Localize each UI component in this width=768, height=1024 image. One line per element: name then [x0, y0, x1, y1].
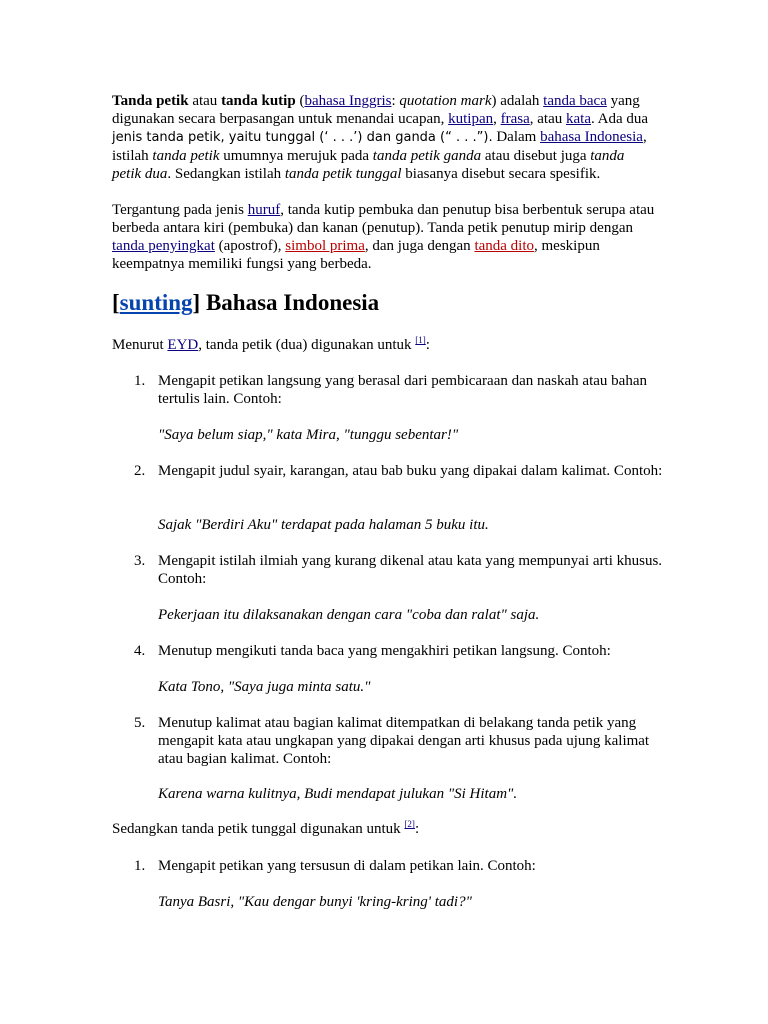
- link-bahasa-inggris[interactable]: bahasa Inggris: [304, 93, 392, 109]
- example-text: "Saya belum siap," kata Mira, "tunggu sebentar!": [158, 427, 459, 443]
- link-tanda-penyingkat[interactable]: tanda penyingkat: [112, 238, 215, 254]
- link-tanda-baca[interactable]: tanda baca: [543, 93, 607, 109]
- link-bahasa-indonesia[interactable]: bahasa Indonesia: [540, 129, 643, 145]
- link-kata[interactable]: kata: [566, 111, 591, 127]
- example-text: Pekerjaan itu dilaksanakan dengan cara "coba dan ralat" saja.: [158, 607, 540, 623]
- link-tanda-dito[interactable]: tanda dito: [474, 238, 535, 254]
- document-page: Tanda petik atau tanda kutip (bahasa Inggris: quotation mark) adalah tanda baca yang digunakan secara berpasangan untuk menandai ucapan, kutipan, frasa, atau kata. Ada dua jenis tanda petik, yaitu tunggal (‘ . . .’) dan ganda (“ . . .”). Dalam bahasa Indonesia, istilah tanda petik umumnya merujuk pada tanda petik ganda atau disebut juga tanda petik dua. Sedangkan istilah tanda petik tunggal biasanya disebut secara spesifik. Tergantung pada jenis huruf, tanda kutip pembuka dan penutup bisa berbentuk serupa atau berbeda antara kiri (pembuka) dan kanan (penutup). Tanda petik penutup mirip dengan tanda penyingkat (apostrof), simbol prima, dan juga dengan tanda dito, meskipun keempatnya memiliki fungsi yang berbeda. [sunting] Bahasa Indonesia Menurut EYD, tanda petik (dua) digunakan untuk [1]: 1. Mengapit petikan langsung yang berasal dari pembicaraan dan naskah atau bahan tertulis lain. Contoh: "Saya belum siap," kata Mira, "tunggu sebentar!" 2. Mengapit judul syair, karangan, atau bab buku yang dipakai dalam kalimat. Contoh: Sajak "Berdiri Aku" terdapat pada halaman 5 buku itu. 3. Mengapit istilah ilmiah yang kurang dikenal atau kata yang mempunyai arti khusus. Contoh: Pekerjaan itu dilaksanakan dengan cara "coba dan ralat" saja. 4. Menutup mengikuti tanda baca yang mengakhiri petikan langsung. Contoh: Kata Tono, "Saya juga minta satu." 5. Menutup kalimat atau bagian kalimat ditempatkan di belakang tanda petik yang mengapit kata atau ungkapan yang dipakai dengan arti khusus pada ujung kalimat atau bagian kalimat. Contoh: Karena warna kulitnya, Budi mendapat julukan "Si Hitam". Sedangkan tanda petik tunggal digunakan untuk [2]: 1. Mengapit petikan yang tersusun di dalam petikan lain. Contoh: Tanya Basri, "Kau dengar bunyi 'kring-kring' tadi?": [112, 93, 663, 910]
- link-huruf[interactable]: huruf: [247, 202, 281, 218]
- term-bold: Tanda petik: [112, 93, 189, 109]
- example-text: Tanya Basri, "Kau dengar bunyi 'kring-kring' tadi?": [158, 894, 472, 910]
- single-quote-intro: Sedangkan tanda petik tunggal digunakan untuk [2]:: [112, 819, 420, 837]
- edit-section-link[interactable]: sunting: [119, 290, 193, 315]
- example-text: Sajak "Berdiri Aku" terdapat pada halaman 5 buku itu.: [158, 517, 489, 533]
- term-bold: tanda kutip: [221, 93, 296, 109]
- example-text: Karena warna kulitnya, Budi mendapat julukan "Si Hitam".: [158, 786, 518, 802]
- intro-paragraph: Tanda petik atau tanda kutip (bahasa Inggris: quotation mark) adalah tanda baca yang digunakan secara berpasangan untuk menandai ucapan, kutipan, frasa, atau kata. Ada dua jenis tanda petik, yaitu tunggal (‘ . . .’) dan ganda (“ . . .”). Dalam bahasa Indonesia, istilah tanda petik umumnya merujuk pada tanda petik ganda atau disebut juga tanda petik dua. Sedangkan istilah tanda petik tunggal biasanya disebut secara spesifik.: [112, 93, 649, 182]
- link-kutipan[interactable]: kutipan: [448, 111, 494, 127]
- ref-1-link[interactable]: [1]: [415, 335, 426, 345]
- ref-2-link[interactable]: [2]: [404, 819, 415, 829]
- link-simbol-prima[interactable]: simbol prima: [285, 238, 365, 254]
- example-text: Kata Tono, "Saya juga minta satu.": [158, 679, 371, 695]
- eyd-intro: Menurut EYD, tanda petik (dua) digunakan untuk [1]:: [112, 335, 430, 353]
- second-paragraph: Tergantung pada jenis huruf, tanda kutip pembuka dan penutup bisa berbentuk serupa atau berbeda antara kiri (pembuka) dan kanan (penutup). Tanda petik penutup mirip dengan tanda penyingkat (apostrof), simbol prima, dan juga dengan tanda dito, meskipun keempatnya memiliki fungsi yang berbeda.: [112, 202, 655, 272]
- link-frasa[interactable]: frasa: [500, 111, 530, 127]
- section-heading: [sunting] Bahasa Indonesia: [112, 290, 380, 315]
- link-eyd[interactable]: EYD: [167, 337, 199, 353]
